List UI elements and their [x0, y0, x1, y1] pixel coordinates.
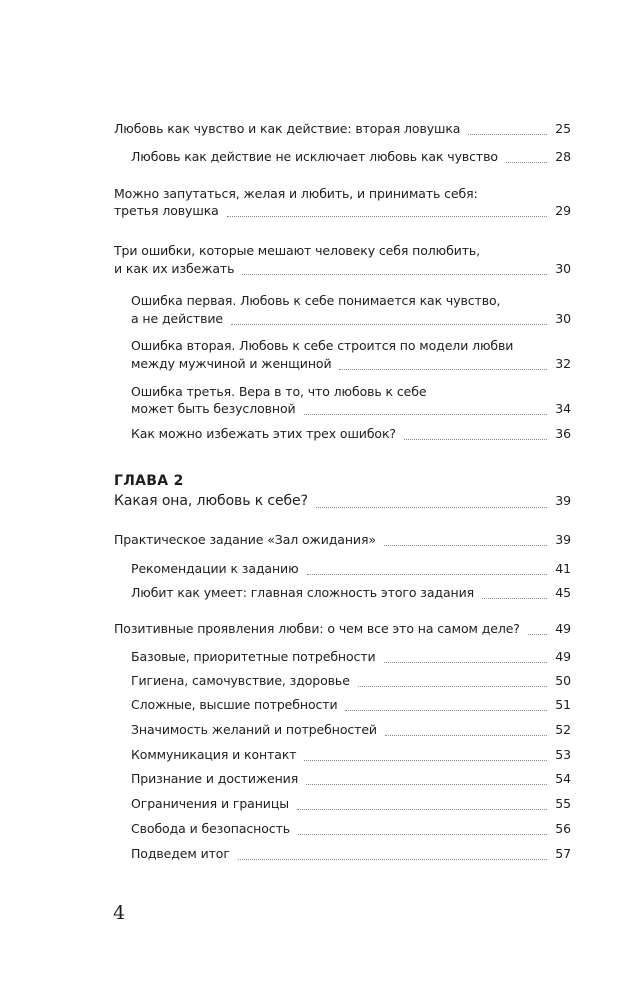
toc-entry-title: Подведем итог — [131, 846, 230, 861]
toc-entry-title: Гигиена, самочувствие, здоровье — [131, 673, 350, 688]
toc-entry-page: 52 — [555, 722, 571, 737]
toc-entry-title: Любовь как действие не исключает любовь как чувство — [131, 149, 498, 164]
toc-entry-title-line: Три ошибки, которые мешают человеку себя полюбить, — [114, 243, 481, 258]
toc-entry — [114, 532, 571, 552]
toc-entry-page: 39 — [555, 493, 571, 508]
toc-entry-title-line: Ошибка третья. Вера в то, что любовь к себе — [131, 384, 427, 399]
toc-entry — [131, 821, 571, 841]
dot-leader — [404, 438, 547, 440]
chapter-label: ГЛАВА 2 — [114, 473, 184, 489]
dot-leader — [306, 783, 547, 785]
dot-leader — [385, 734, 547, 736]
dot-leader — [468, 133, 547, 135]
toc-entry-page: 29 — [555, 203, 571, 218]
toc-entry-page: 49 — [555, 649, 571, 664]
toc-entry — [114, 203, 571, 223]
toc-entry-page: 49 — [555, 621, 571, 636]
toc-entry-title: Признание и достижения — [131, 771, 299, 786]
toc-entry-page: 56 — [555, 821, 571, 836]
toc-entry-page: 53 — [555, 747, 571, 762]
toc-entry-title: Базовые, приоритетные потребности — [131, 649, 376, 664]
toc-entry — [131, 796, 571, 816]
toc-entry-title-line: Ошибка вторая. Любовь к себе строится по модели любви — [131, 338, 514, 353]
toc-entry-title: Ограничения и границы — [131, 796, 289, 811]
toc-entry — [114, 621, 571, 641]
toc-entry — [131, 149, 571, 169]
dot-leader — [298, 833, 547, 835]
dot-leader — [242, 273, 547, 275]
toc-entry-title: Любовь как чувство и как действие: вторая ловушка — [114, 121, 461, 136]
chapter-title: Какая она, любовь к себе? — [114, 493, 308, 509]
dot-leader — [358, 685, 547, 687]
toc-entry-title: Свобода и безопасность — [131, 821, 291, 836]
toc-entry-page: 32 — [555, 356, 571, 371]
dot-leader — [231, 323, 547, 325]
dot-leader — [316, 506, 547, 508]
dot-leader — [345, 709, 547, 711]
toc-entry-page: 41 — [555, 561, 571, 576]
toc-entry — [114, 121, 571, 141]
toc-entry — [131, 771, 571, 791]
toc-entry — [131, 311, 571, 331]
toc-entry — [131, 426, 571, 446]
dot-leader — [506, 161, 547, 163]
toc-entry-title-line: Ошибка первая. Любовь к себе понимается как чувство, — [131, 293, 501, 308]
toc-entry-title: Коммуникация и контакт — [131, 747, 297, 762]
toc-entry — [131, 561, 571, 581]
toc-entry-page: 55 — [555, 796, 571, 811]
toc-chapter-entry — [114, 493, 571, 515]
toc-entry-title: Позитивные проявления любви: о чем все это на самом деле? — [114, 621, 520, 636]
toc-entry — [131, 673, 571, 693]
toc-entry-title: и как их избежать — [114, 261, 235, 276]
dot-leader — [304, 413, 548, 415]
toc-entry — [131, 401, 571, 421]
dot-leader — [304, 759, 547, 761]
toc-entry-page: 28 — [555, 149, 571, 164]
toc-entry — [131, 747, 571, 767]
toc-entry-title-line: Можно запутаться, желая и любить, и принимать себя: — [114, 186, 478, 201]
dot-leader — [339, 368, 547, 370]
toc-entry — [131, 585, 571, 605]
toc-entry-page: 50 — [555, 673, 571, 688]
toc-entry — [131, 649, 571, 669]
toc-entry — [131, 356, 571, 376]
toc-entry-page: 51 — [555, 697, 571, 712]
toc-entry-title: а не действие — [131, 311, 223, 326]
dot-leader — [227, 215, 548, 217]
toc-entry-title: Любит как умеет: главная сложность этого задания — [131, 585, 475, 600]
toc-entry — [131, 697, 571, 717]
dot-leader — [482, 597, 547, 599]
toc-entry-title: третья ловушка — [114, 203, 219, 218]
page-number: 4 — [113, 902, 126, 924]
toc-entry-title: Практическое задание «Зал ожидания» — [114, 532, 376, 547]
dot-leader — [297, 808, 547, 810]
dot-leader — [307, 573, 548, 575]
toc-entry — [131, 722, 571, 742]
toc-entry-page: 57 — [555, 846, 571, 861]
toc-entry-title: Сложные, высшие потребности — [131, 697, 338, 712]
toc-entry-page: 34 — [555, 401, 571, 416]
toc-entry — [114, 261, 571, 281]
dot-leader — [384, 661, 548, 663]
toc-entry-page: 39 — [555, 532, 571, 547]
dot-leader — [384, 544, 547, 546]
toc-entry-page: 30 — [555, 261, 571, 276]
toc-entry-page: 25 — [555, 121, 571, 136]
dot-leader — [528, 633, 547, 635]
toc-entry-page: 36 — [555, 426, 571, 441]
toc-entry-title: между мужчиной и женщиной — [131, 356, 332, 371]
dot-leader — [238, 858, 547, 860]
toc-entry-page: 30 — [555, 311, 571, 326]
toc-entry-title: Рекомендации к заданию — [131, 561, 299, 576]
toc-entry-title: Значимость желаний и потребностей — [131, 722, 377, 737]
toc-entry-page: 54 — [555, 771, 571, 786]
toc-entry-page: 45 — [555, 585, 571, 600]
toc-entry-title: может быть безусловной — [131, 401, 296, 416]
toc-entry-title: Как можно избежать этих трех ошибок? — [131, 426, 396, 441]
toc-entry — [131, 846, 571, 866]
